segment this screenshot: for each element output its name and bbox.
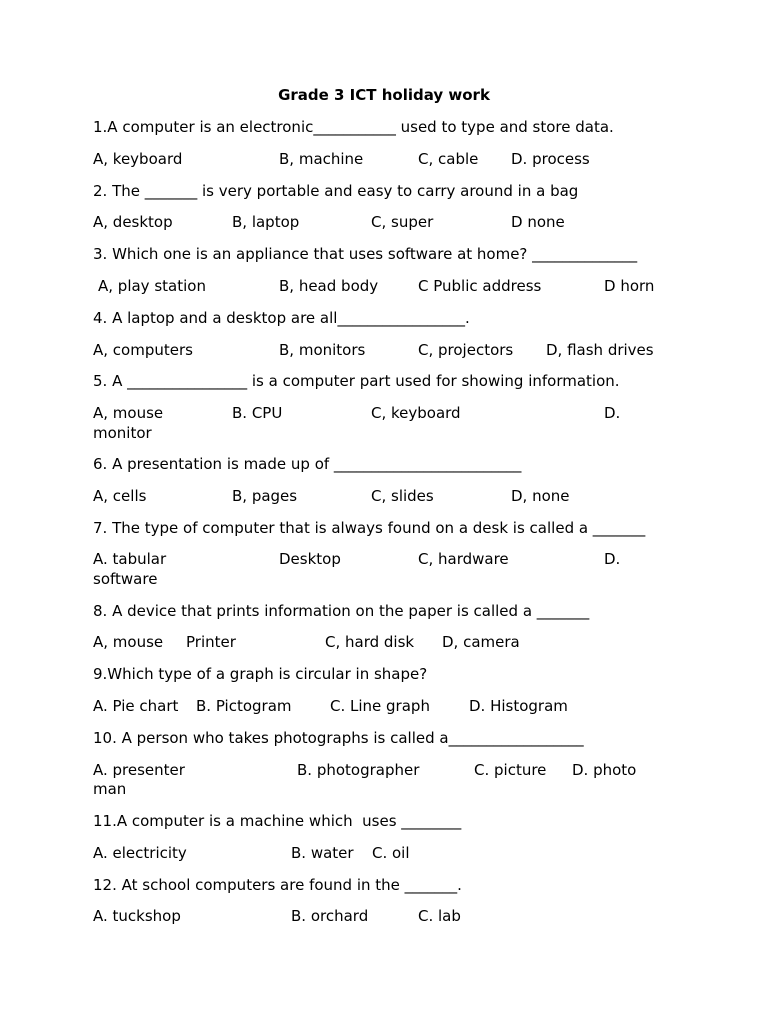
question-7: 7. The type of computer that is always found on a desk is called a _______ [93,519,646,537]
q6-option-d: D, none [511,487,570,505]
q8-option-a: A, mouse [93,633,164,651]
question-1: 1.A computer is an electronic___________ used to type and store data. [93,118,614,136]
q5-option-d: D. [604,404,621,422]
q4-option-d: D, flash drives [546,341,654,359]
q5-option-d-continued: monitor [93,424,152,442]
q11-option-c: C. oil [372,844,410,862]
q9-option-b: B. Pictogram [196,697,292,715]
q5-option-b: B. CPU [232,404,283,422]
q2-option-c: C, super [371,213,434,231]
worksheet-title: Grade 3 ICT holiday work [278,86,490,104]
q3-option-b: B, head body [279,277,379,295]
question-12: 12. At school computers are found in the _______. [93,876,462,894]
q3-option-c: C Public address [418,277,542,295]
q10-option-b: B. photographer [297,761,420,779]
question-2: 2. The _______ is very portable and easy to carry around in a bag [93,182,579,200]
q5-option-c: C, keyboard [371,404,461,422]
q1-option-c: C, cable [418,150,479,168]
q3-option-a: A, play station [98,277,206,295]
q7-option-d-continued: software [93,570,158,588]
q8-option-c: C, hard disk [325,633,415,651]
question-11: 11.A computer is a machine which uses ________ [93,812,462,830]
question-10: 10. A person who takes photographs is called a__________________ [93,729,584,747]
q6-option-c: C, slides [371,487,434,505]
question-3: 3. Which one is an appliance that uses software at home? ______________ [93,245,638,263]
q10-option-d-continued: man [93,780,127,798]
question-9: 9.Which type of a graph is circular in shape? [93,665,428,683]
q9-option-c: C. Line graph [330,697,430,715]
question-6: 6. A presentation is made up of _________________________ [93,455,522,473]
q9-option-d: D. Histogram [469,697,568,715]
q12-option-b: B. orchard [291,907,369,925]
q10-option-c: C. picture [474,761,547,779]
q8-option-b: Printer [186,633,236,651]
q4-option-b: B, monitors [279,341,366,359]
q11-option-a: A. electricity [93,844,187,862]
q2-option-a: A, desktop [93,213,173,231]
q8-option-d: D, camera [442,633,520,651]
q6-option-a: A, cells [93,487,147,505]
q6-option-b: B, pages [232,487,298,505]
q7-option-a: A. tabular [93,550,167,568]
q11-option-b: B. water [291,844,354,862]
q12-option-a: A. tuckshop [93,907,181,925]
q10-option-d: D. photo [572,761,637,779]
q2-option-d: D none [511,213,565,231]
q1-option-d: D. process [511,150,590,168]
q2-option-b: B, laptop [232,213,300,231]
q1-option-a: A, keyboard [93,150,183,168]
q3-option-d: D horn [604,277,655,295]
q4-option-c: C, projectors [418,341,514,359]
q4-option-a: A, computers [93,341,193,359]
q1-option-b: B, machine [279,150,364,168]
question-8: 8. A device that prints information on the paper is called a _______ [93,602,590,620]
q10-option-a: A. presenter [93,761,185,779]
q7-option-c: C, hardware [418,550,509,568]
q9-option-a: A. Pie chart [93,697,179,715]
question-5: 5. A ________________ is a computer part used for showing information. [93,372,620,390]
q12-option-c: C. lab [418,907,461,925]
q7-option-b: Desktop [279,550,341,568]
q5-option-a: A, mouse [93,404,164,422]
question-4: 4. A laptop and a desktop are all_________________. [93,309,470,327]
q7-option-d: D. [604,550,621,568]
